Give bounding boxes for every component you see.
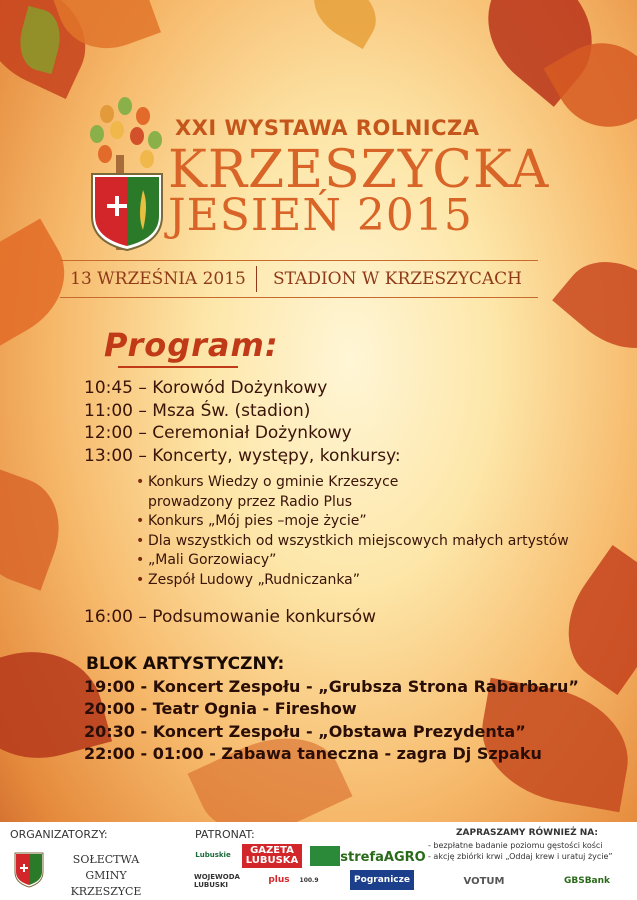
radio-logo: 100.9 (299, 876, 319, 884)
bullet-icon: • (136, 571, 145, 588)
sponsor-logo (320, 872, 344, 888)
event-subtitle: XXI WYSTAWA ROLNICZA (175, 116, 480, 140)
wojewoda-logo: WOJEWODA LUBUSKI (194, 873, 240, 889)
organizer-name: SOŁECTWA GMINY KRZESZYCE (70, 853, 142, 898)
votum-logo: VOTUM (463, 875, 505, 887)
subitem: Dla wszystkich od wszystkich miejscowych małych artystów (148, 532, 569, 549)
subitem: prowadzony przez Radio Plus (148, 493, 353, 510)
blok-item: 19:00 - Koncert Zespołu - „Grubsza Strona Rabarbaru” (84, 677, 579, 696)
invite-item: - akcję zbiórki krwi „Oddaj krew i uratuj życie” (428, 852, 613, 861)
invite-label: ZAPRASZAMY RÓWNIEŻ NA: (456, 828, 599, 838)
event-location: STADION W KRZESZYCACH (273, 269, 522, 289)
blok-list (84, 677, 579, 767)
blok-heading: BLOK ARTYSTYCZNY: (86, 654, 285, 674)
gazeta-lubuska-logo: GAZETA LUBUSKA (242, 844, 302, 868)
patronage-label: PATRONAT: (195, 828, 255, 841)
invite-item: - bezpłatne badanie poziomu gęstości kości (428, 841, 603, 850)
footer (0, 822, 637, 900)
bullet-icon: • (136, 552, 145, 569)
coat-of-arms-small-icon (14, 852, 44, 888)
leaf-decoration (0, 469, 75, 590)
strefa-agro-logo: strefaAGRO (340, 849, 426, 865)
subitem: Konkurs Wiedzy o gminie Krzeszyce (148, 474, 399, 490)
program-item: 10:45 – Korowód Dożynkowy (84, 378, 328, 398)
leaf-decoration (302, 0, 388, 49)
pogranicze-logo: Pogranicze (350, 870, 414, 890)
blok-item: 20:30 - Koncert Zespołu - „Obstawa Prezydenta” (84, 721, 526, 741)
radio-plus-logo: plus (268, 875, 290, 885)
event-date: 13 WRZEŚNIA 2015 (70, 269, 246, 289)
bullet-icon: • (136, 532, 145, 549)
sponsor-logo (310, 846, 340, 866)
coat-of-arms-icon (90, 172, 164, 252)
subitem: Konkurs „Mój pies –moje życie” (148, 513, 367, 530)
subitem: „Mali Gorzowiacy” (148, 552, 277, 569)
invite-list (428, 840, 613, 862)
event-title-line2: JESIEŃ 2015 (168, 190, 473, 241)
lubuskie-logo: Lubuskie (195, 851, 231, 859)
bullet-icon: • (136, 513, 145, 530)
blok-item: 20:00 - Teatr Ognia - Fireshow (84, 699, 357, 719)
program-list (84, 378, 401, 468)
subitem: Zespół Ludowy „Rudniczanka” (148, 571, 361, 588)
program-heading: Program: (104, 326, 279, 364)
blok-item: 22:00 - 01:00 - Zabawa taneczna - zagra Dj Szpaku (84, 744, 542, 764)
event-title-line1: KRZESZYCKA (168, 140, 550, 200)
leaf-decoration (552, 239, 637, 371)
event-info-bar (60, 260, 538, 298)
program-item: 11:00 – Msza Św. (stadion) (84, 400, 311, 421)
program-underline (118, 366, 238, 368)
organizers-label: ORGANIZATORZY: (10, 828, 108, 841)
program-item: 12:00 – Ceremoniał Dożynkowy (84, 423, 352, 444)
program-final-item: 16:00 – Podsumowanie konkursów (84, 607, 377, 627)
program-item: 13:00 – Koncerty, występy, konkursy: (84, 445, 401, 466)
bullet-icon: • (136, 474, 145, 490)
gbs-bank-logo: GBSBank (563, 876, 611, 886)
program-subitems (136, 474, 569, 592)
